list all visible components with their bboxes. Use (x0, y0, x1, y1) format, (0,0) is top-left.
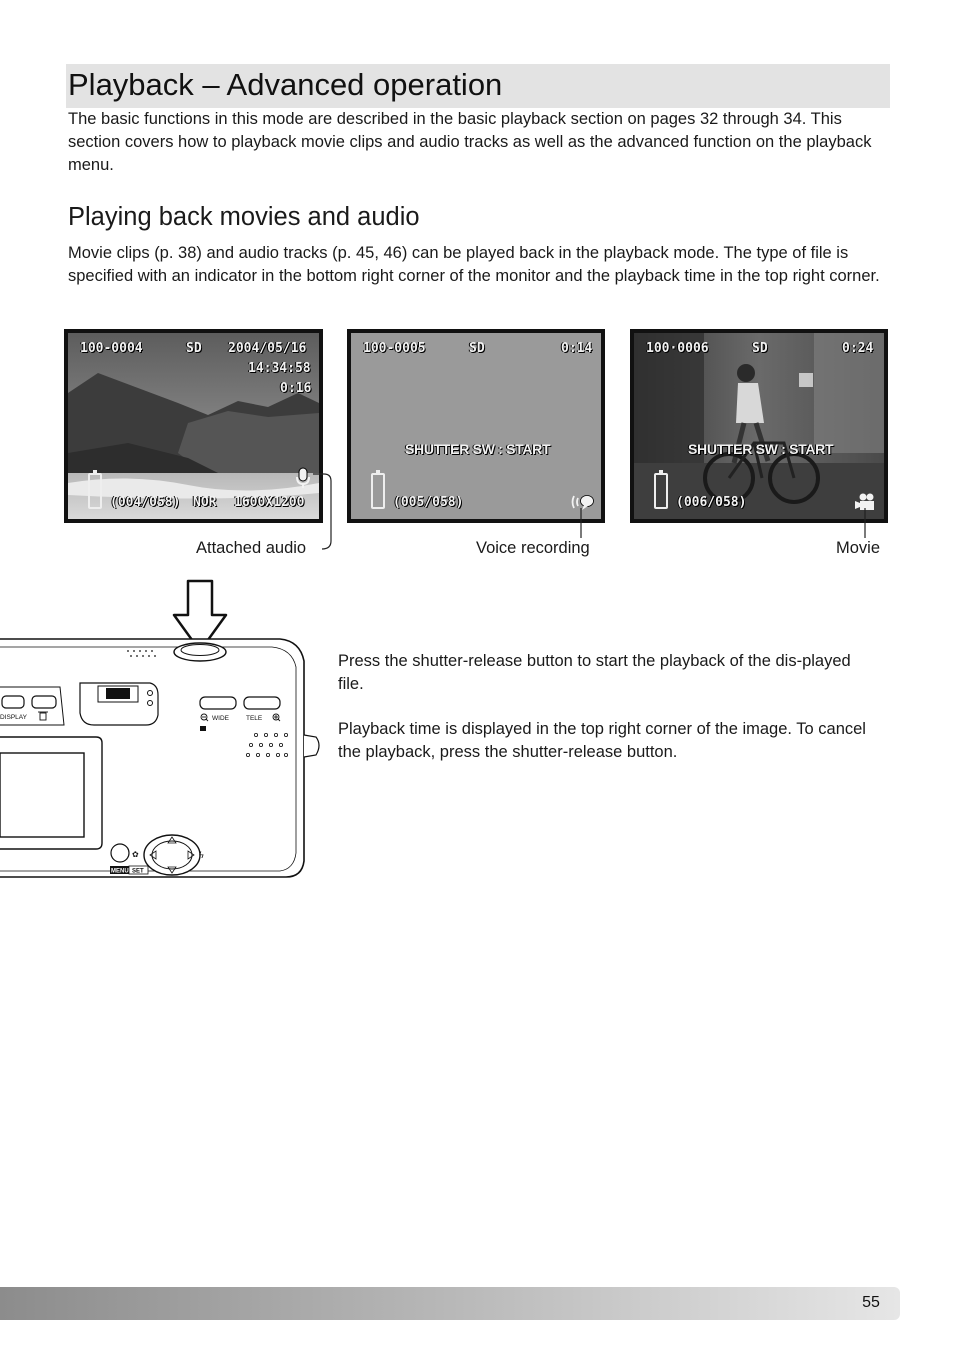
section-title: Playing back movies and audio (68, 203, 420, 231)
playback-time: 0:24 (842, 341, 874, 356)
image-size: 1600X1200 (234, 495, 305, 510)
section-paragraph: Movie clips (p. 38) and audio tracks (p. 45, 46) can be played back in the playback mode. The type of file is specified with an indicator in the bottom right corner of the monitor and the playback time in the top right corner. (68, 244, 880, 285)
tele-label: TELE (246, 715, 263, 722)
frame-counter: (004/058) (110, 495, 181, 510)
instruction-playback-time: Playback time is displayed in the top right corner of the image. To cancel the playback, press the shutter-release button. (338, 720, 866, 761)
callout-voice-recording: Voice recording (476, 539, 590, 557)
frame-counter: (006/058) (676, 495, 747, 510)
page-number: 55 (862, 1294, 880, 1311)
svg-text:✿: ✿ (132, 850, 139, 859)
card-indicator: SD (186, 341, 202, 356)
playback-time: 0:14 (561, 341, 593, 356)
callout-leader-lines (0, 0, 954, 580)
index-icon (200, 726, 206, 731)
image-quality: NOR (193, 495, 217, 510)
shutter-start-message: SHUTTER SW : START (405, 441, 551, 457)
card-indicator: SD (469, 341, 485, 356)
callout-attached-audio: Attached audio (196, 539, 307, 557)
shutter-start-message: SHUTTER SW : START (688, 441, 834, 457)
display-label: DISPLAY (0, 714, 27, 721)
playback-time: 0:16 (280, 381, 312, 396)
flash-icon: ϟ (199, 850, 204, 860)
camera-back-illustration (0, 575, 330, 885)
footer-bar (0, 1287, 900, 1320)
instruction-press-shutter: Press the shutter-release button to start the playback of the dis-played file. (338, 652, 851, 693)
record-time: 14:34:58 (248, 361, 311, 376)
frame-counter: (005/058) (393, 495, 464, 510)
lcd-monitor (0, 753, 84, 837)
card-indicator: SD (752, 341, 768, 356)
intro-paragraph: The basic functions in this mode are described in the basic playback section on pages 32 through 34. This section covers how to playback movie clips and audio tracks as well as the advanced function on the playback menu. (68, 110, 872, 174)
menu-label: MENU (111, 868, 129, 875)
callout-movie: Movie (836, 539, 881, 557)
record-date: 2004/05/16 (228, 341, 307, 356)
set-label: SET (132, 868, 144, 875)
wide-label: WIDE (212, 715, 229, 722)
file-number: 100-0005 (363, 341, 426, 356)
page-title: Playback – Advanced operation (68, 67, 503, 102)
file-number: 100-0004 (80, 341, 143, 356)
file-number: 100·0006 (646, 341, 709, 356)
